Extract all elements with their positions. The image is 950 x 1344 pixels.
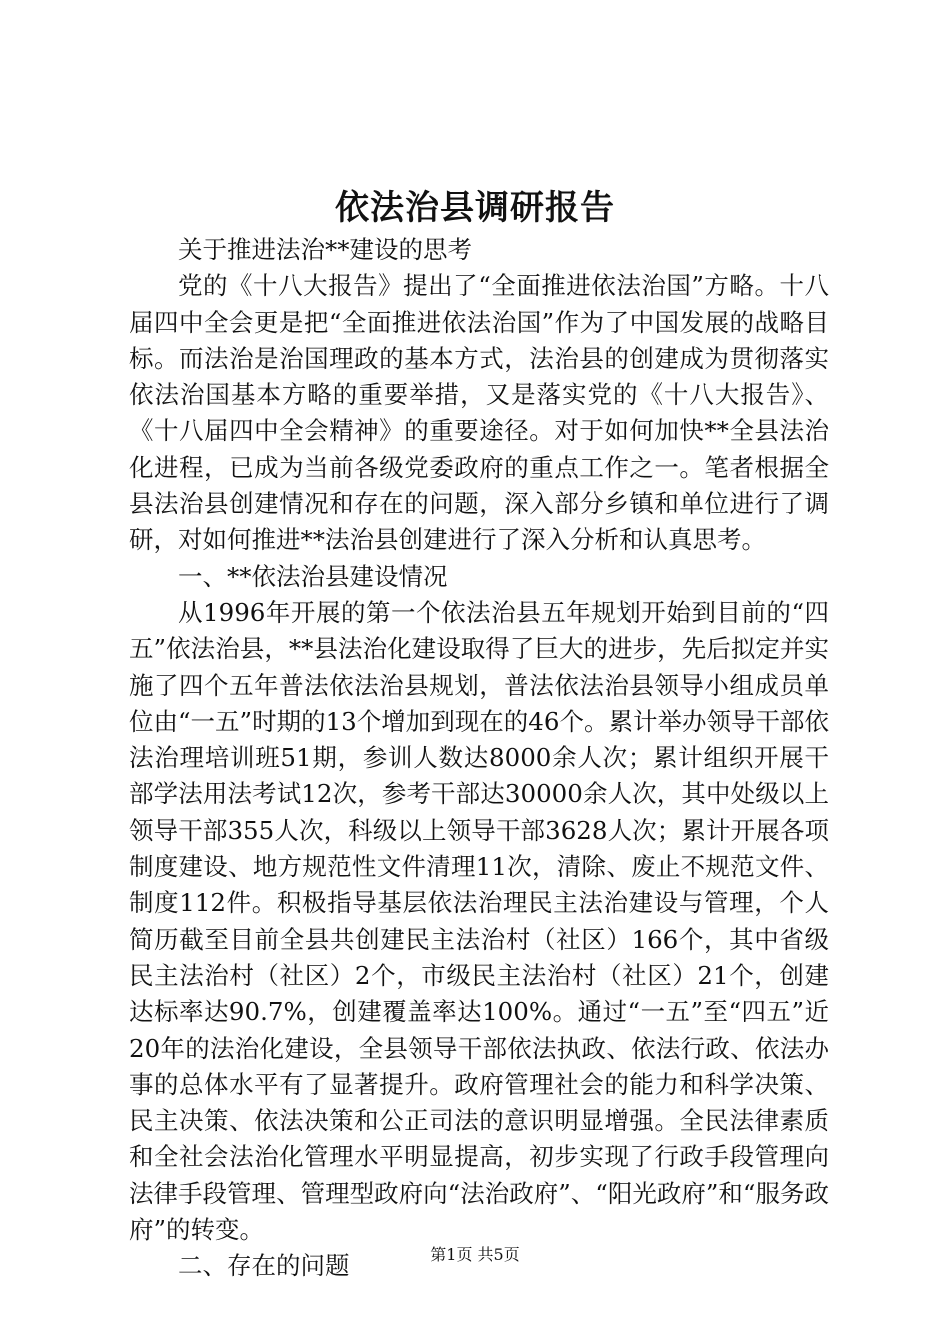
page-number-footer: 第1页 共5页 — [430, 1245, 520, 1264]
document-title: 依法治县调研报告 — [335, 188, 615, 228]
section-heading-2: 二、存在的问题 — [178, 1251, 350, 1281]
section-1-paragraph: 从1996年开展的第一个依法治县五年规划开始到目前的“四五”依法治县，**县法治化建设取得了巨大的进步，先后拟定并实施了四个五年普法依法治县规划，普法依法治县领导小组成员单位由“一五”时期的13个增加到现在的46个。累计举办领导干部依法治理培训班51期，参训人数达8000余人次；累计组织开展干部学法用法考试12次，参考干部达30000余人次，其中处级以上领导干部355人次，科级以上领导干部3628人次；累计开展各项制度建设、地方规范性文件清理11次，清除、废止不规范文件、制度112件。积极指导基层依法治理民主法治建设与管理，个人简历截至目前全县共创建民主法治村（社区）166个，其中省级民主法治村（社区）2个，市级民主法治村（社区）21个，创建达标率达90.7%，创建覆盖率达100%。通过“一五”至“四五”近20年的法治化建设，全县领导干部依法执政、依法行政、依法办事的总体水平有了显著提升。政府管理社会的能力和科学决策、民主决策、依法决策和公正司法的意识明显增强。全民法律素质和全社会法治化管理水平明显提高，初步实现了行政手段管理向法律手段管理、管理型政府向“法治政府”、“阳光政府”和“服务政府”的转变。 — [129, 597, 829, 1245]
document-body — [129, 232, 829, 1285]
section-heading-1: 一、**依法治县建设情况 — [178, 561, 448, 591]
subtitle-paragraph: 关于推进法治**建设的思考 — [178, 235, 472, 264]
intro-paragraph: 党的《十八大报告》提出了“全面推进依法治国”方略。十八届四中全会更是把“全面推进依法治国”作为了中国发展的战略目标。而法治是治国理政的基本方式，法治县的创建成为贯彻落实依法治国基本方略的重要举措，又是落实党的《十八大报告》、《十八届四中全会精神》的重要途径。对于如何加快**全县法治化进程，已成为当前各级党委政府的重点工作之一。笔者根据全县法治县创建情况和存在的问题，深入部分乡镇和单位进行了调研，对如何推进**法治县创建进行了深入分析和认真思考。 — [129, 271, 829, 555]
